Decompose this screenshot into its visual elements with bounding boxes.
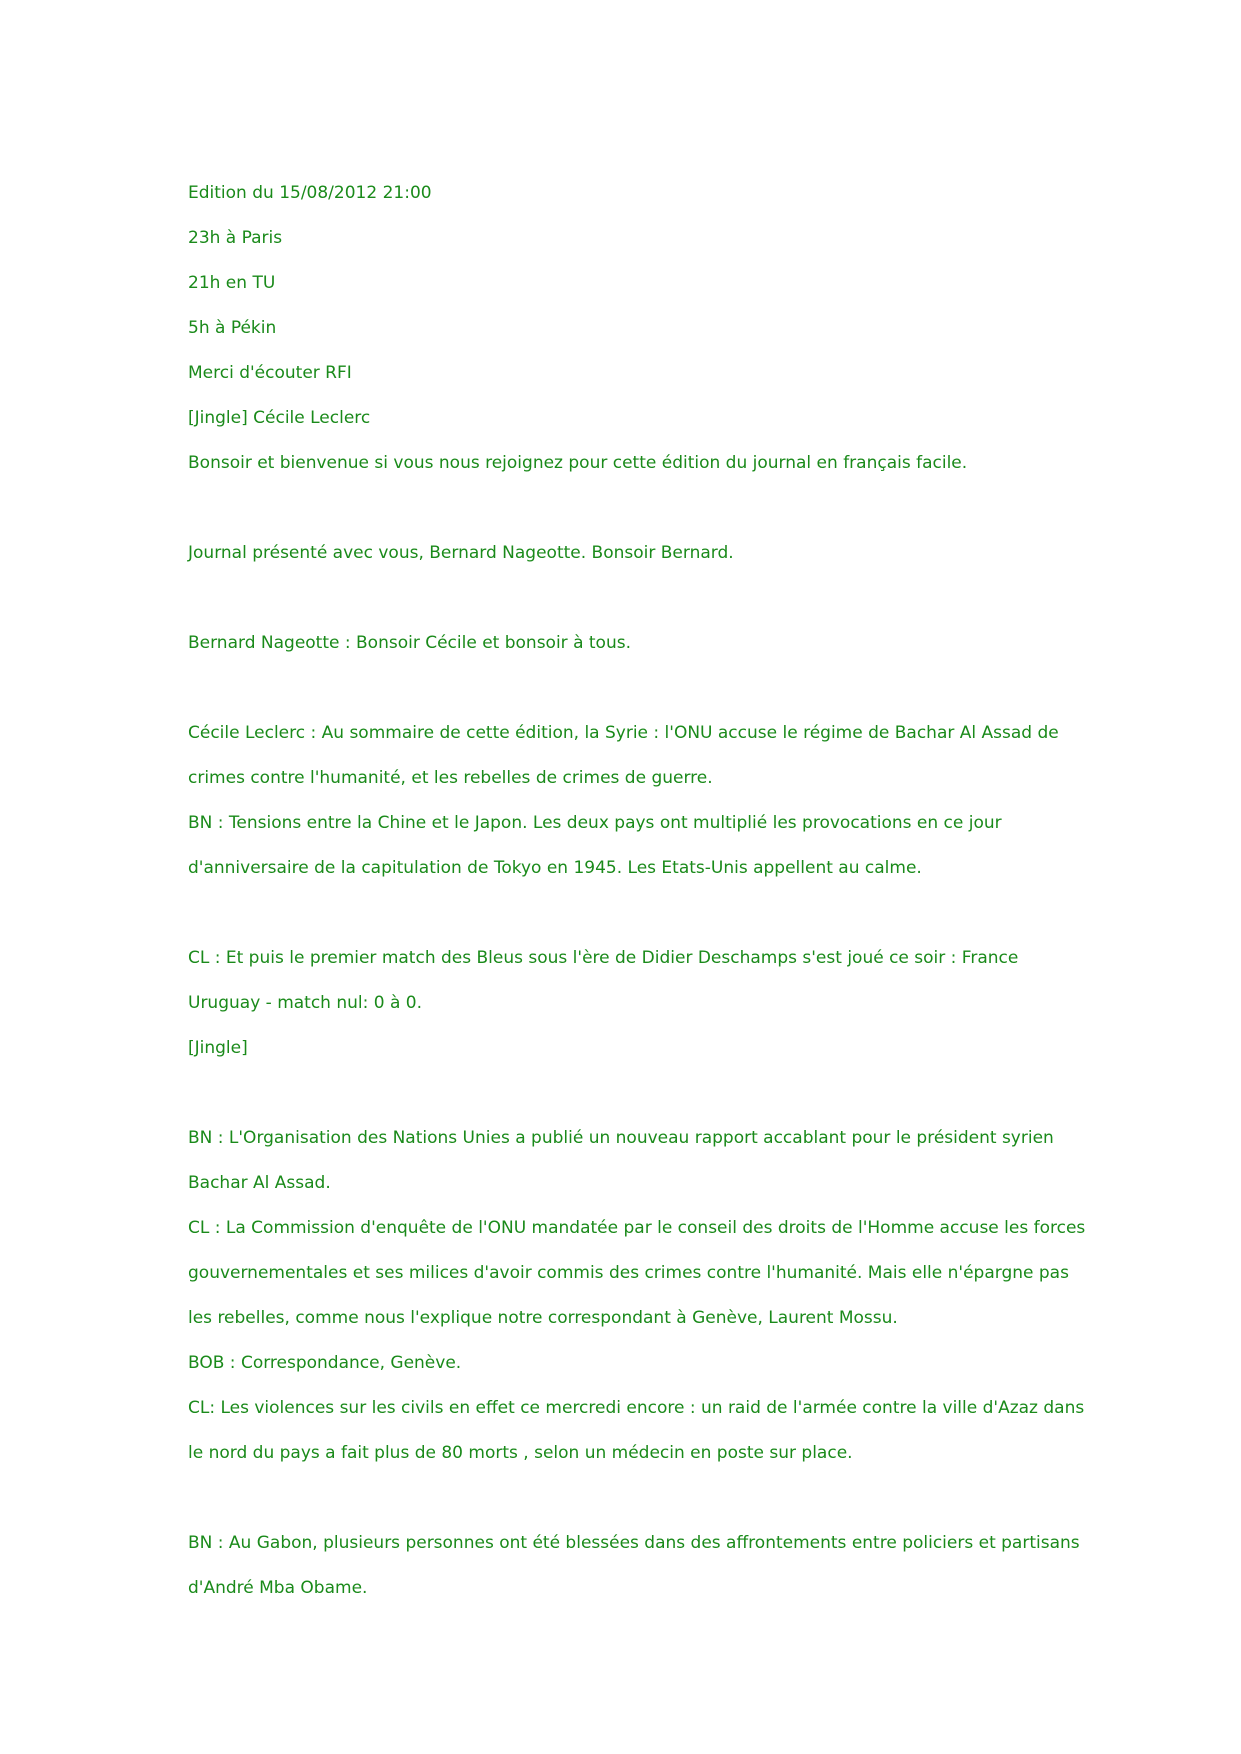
- correspondence-line: BOB : Correspondance, Genève.: [188, 1353, 462, 1373]
- edition-date-line: Edition du 15/08/2012 21:00: [188, 183, 432, 203]
- violence-line-2: le nord du pays a fait plus de 80 morts , selon un médecin en poste sur place.: [188, 1443, 853, 1463]
- blank-line: [188, 891, 1088, 936]
- summary-syria-line-1: Cécile Leclerc : Au sommaire de cette édition, la Syrie : l'ONU accuse le régime de Bachar Al Assad de: [188, 723, 1059, 743]
- jingle-line: [Jingle]: [188, 1038, 248, 1058]
- gabon-line-2: d'André Mba Obame.: [188, 1578, 368, 1598]
- violence-line-1: CL: Les violences sur les civils en effet ce mercredi encore : un raid de l'armée contre la ville d'Azaz dans: [188, 1398, 1085, 1418]
- blank-line: [188, 666, 1088, 711]
- jingle-presenter-line: [Jingle] Cécile Leclerc: [188, 408, 371, 428]
- bernard-greeting-line: Bernard Nageotte : Bonsoir Cécile et bonsoir à tous.: [188, 633, 631, 653]
- summary-syria-line-2: crimes contre l'humanité, et les rebelles de crimes de guerre.: [188, 768, 713, 788]
- journal-intro-line: Journal présenté avec vous, Bernard Nageotte. Bonsoir Bernard.: [188, 543, 734, 563]
- blank-line: [188, 1071, 1088, 1116]
- thanks-line: Merci d'écouter RFI: [188, 363, 352, 383]
- summary-football-line-1: CL : Et puis le premier match des Bleus sous l'ère de Didier Deschamps s'est joué ce soir : France: [188, 948, 1019, 968]
- commission-line-2: gouvernementales et ses milices d'avoir commis des crimes contre l'humanité. Mais elle n'épargne pas: [188, 1263, 1069, 1283]
- time-tu-line: 21h en TU: [188, 273, 276, 293]
- commission-line-3: les rebelles, comme nous l'explique notre correspondant à Genève, Laurent Mossu.: [188, 1308, 898, 1328]
- welcome-line: Bonsoir et bienvenue si vous nous rejoignez pour cette édition du journal en français facile.: [188, 453, 968, 473]
- summary-football-line-2: Uruguay - match nul: 0 à 0.: [188, 993, 423, 1013]
- summary-china-japan-line-1: BN : Tensions entre la Chine et le Japon. Les deux pays ont multiplié les provocations en ce jour: [188, 813, 1002, 833]
- time-paris-line: 23h à Paris: [188, 228, 283, 248]
- time-pekin-line: 5h à Pékin: [188, 318, 277, 338]
- summary-china-japan-line-2: d'anniversaire de la capitulation de Tokyo en 1945. Les Etats-Unis appellent au calme.: [188, 858, 922, 878]
- onu-report-line-1: BN : L'Organisation des Nations Unies a publié un nouveau rapport accablant pour le président syrien: [188, 1128, 1054, 1148]
- blank-line: [188, 486, 1088, 531]
- gabon-line-1: BN : Au Gabon, plusieurs personnes ont été blessées dans des affrontements entre policiers et partisans: [188, 1533, 1080, 1553]
- blank-line: [188, 1476, 1088, 1521]
- commission-line-1: CL : La Commission d'enquête de l'ONU mandatée par le conseil des droits de l'Homme accuse les forces: [188, 1218, 1086, 1238]
- onu-report-line-2: Bachar Al Assad.: [188, 1173, 331, 1193]
- blank-line: [188, 576, 1088, 621]
- transcript-body: [188, 171, 1088, 1611]
